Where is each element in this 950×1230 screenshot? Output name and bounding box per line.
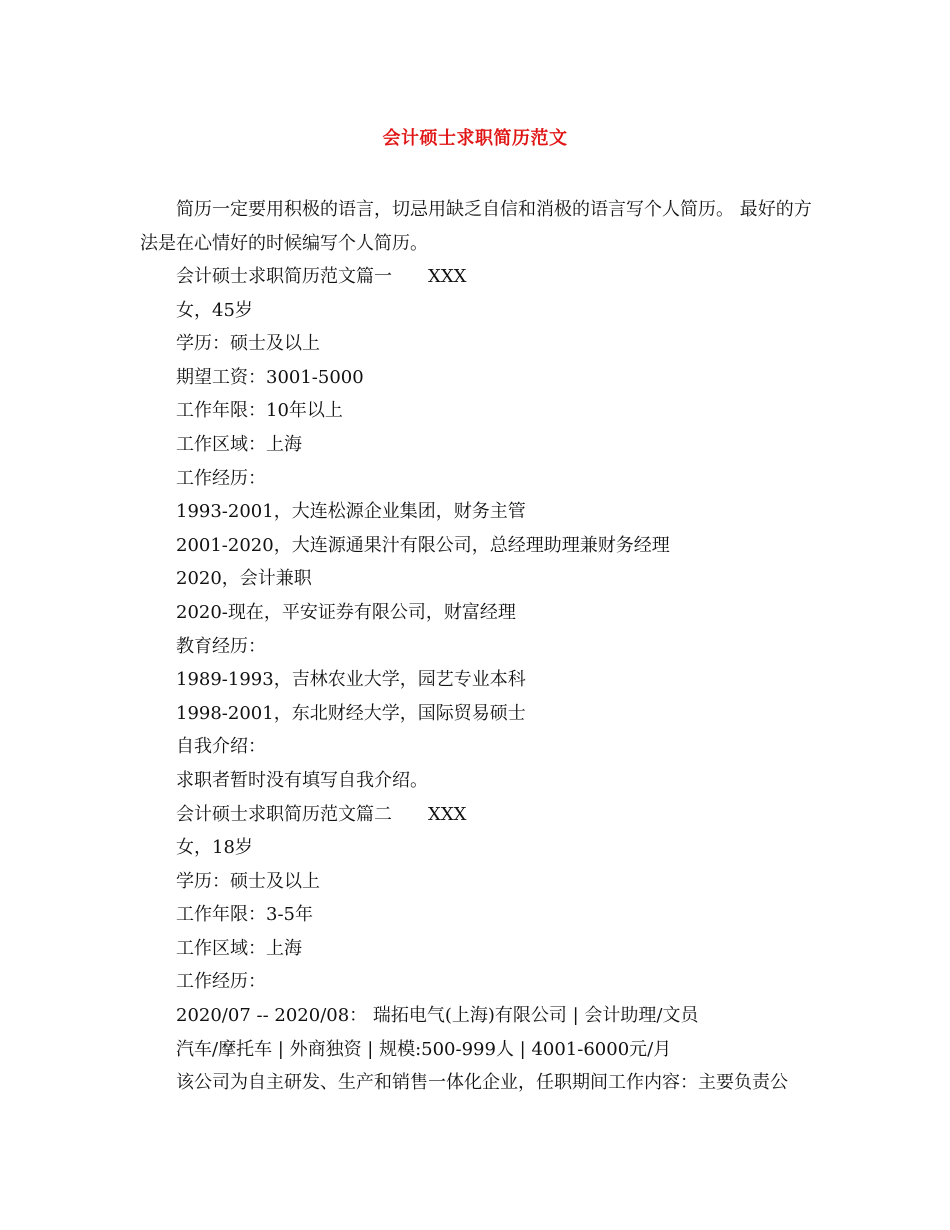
work-experience-heading: 工作经历： — [176, 467, 266, 489]
section-heading-one: 会计硕士求职简历范文篇一 XXX — [176, 266, 467, 287]
company-info: 汽车/摩托车 | 外商独资 | 规模:500-999人 | 4001-6000元/月 — [176, 1038, 672, 1060]
expected-salary: 期望工资：3001-5000 — [176, 366, 364, 388]
work-region: 工作区域：上海 — [176, 937, 302, 959]
self-intro-text: 求职者暂时没有填写自我介绍。 — [176, 769, 428, 791]
job-description: 该公司为自主研发、生产和销售一体化企业，任职期间工作内容：主要负责公 — [176, 1072, 788, 1094]
name-placeholder: XXX — [428, 266, 467, 287]
section-heading-two: 会计硕士求职简历范文篇二 XXX — [176, 803, 467, 825]
work-experience-item: 2020-现在，平安证券有限公司，财富经理 — [176, 601, 516, 623]
gender-age: 女，45岁 — [176, 299, 253, 321]
work-experience-item: 2001-2020，大连源通果汁有限公司，总经理助理兼财务经理 — [176, 534, 670, 556]
name-placeholder: XXX — [428, 803, 467, 825]
education-level: 学历：硕士及以上 — [176, 870, 320, 892]
document-title: 会计硕士求职简历范文 — [382, 128, 568, 149]
work-experience-item: 1993-2001，大连松源企业集团，财务主管 — [176, 501, 526, 523]
education-heading: 教育经历： — [176, 635, 266, 657]
work-region: 工作区域：上海 — [176, 433, 302, 455]
work-years: 工作年限：10年以上 — [176, 400, 343, 422]
education-level: 学历：硕士及以上 — [176, 333, 320, 355]
self-intro-heading: 自我介绍： — [176, 736, 266, 758]
education-item: 1998-2001，东北财经大学，国际贸易硕士 — [176, 702, 526, 724]
work-years: 工作年限：3-5年 — [176, 904, 313, 926]
work-experience-item: 2020/07 -- 2020/08： 瑞拓电气(上海)有限公司 | 会计助理/文员 — [176, 1005, 699, 1027]
gender-age: 女，18岁 — [176, 837, 253, 859]
work-experience-heading: 工作经历： — [176, 971, 266, 993]
education-item: 1989-1993，吉林农业大学，园艺专业本科 — [176, 669, 526, 691]
work-experience-item: 2020，会计兼职 — [176, 568, 312, 590]
intro-paragraph: 简历一定要用积极的语言，切忌用缺乏自信和消极的语言写个人简历。 最好的方法是在心情好的时候编写个人简历。 — [140, 199, 812, 254]
resume-body — [176, 260, 836, 1100]
